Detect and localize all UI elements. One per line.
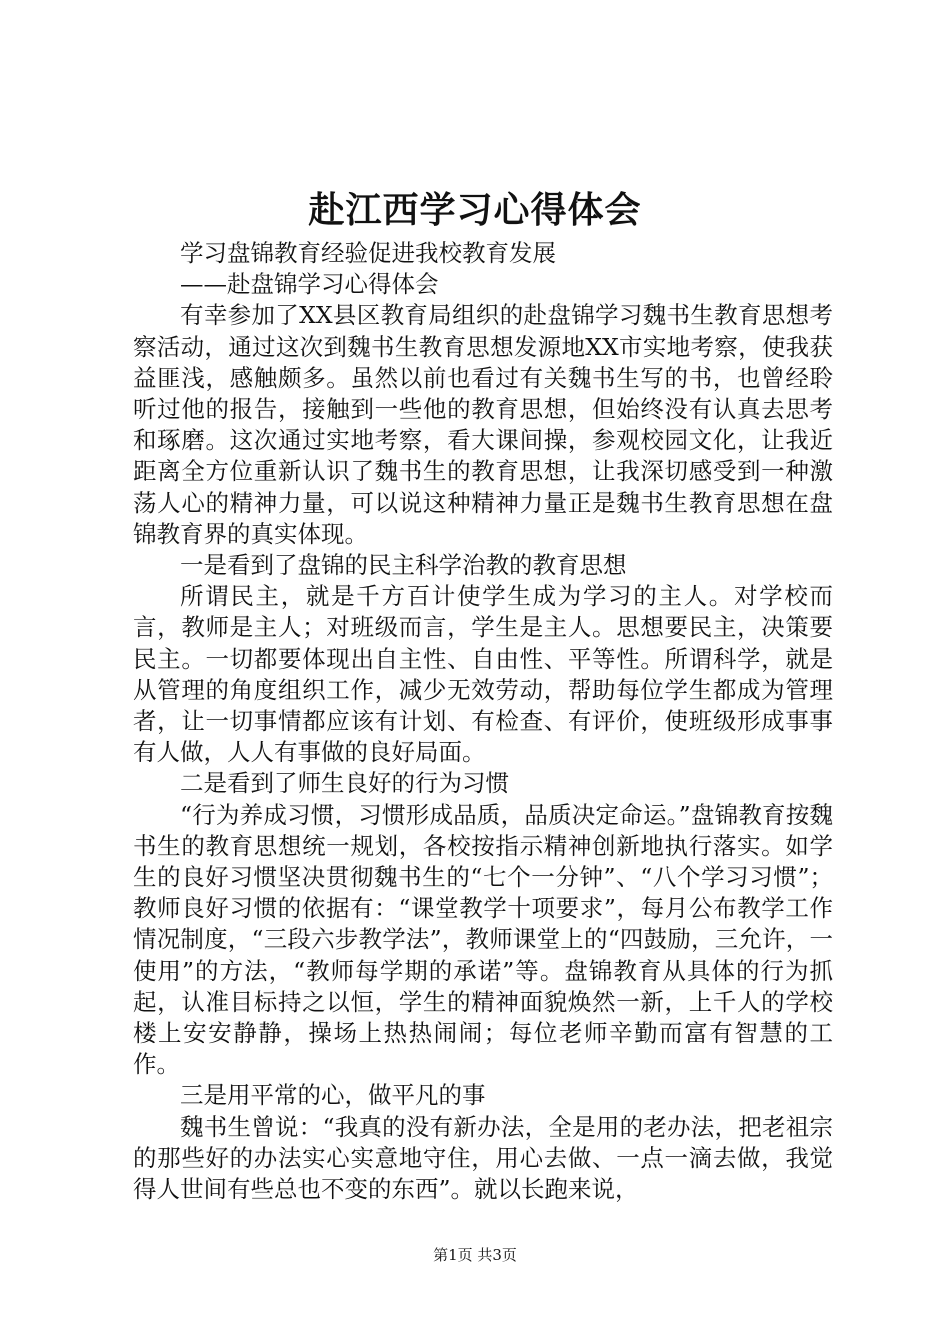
section-heading-2: 二是看到了师生良好的行为习惯 — [180, 769, 509, 798]
paragraph-section-3: 魏书生曾说：“我真的没有新办法，全是用的老办法，把老祖宗的那些好的办法实心实意地守住，用心去做、一点一滴去做，我觉得人世间有些总也不变的东西”。就以长跑来说， — [133, 1112, 833, 1204]
page-number-footer: 第1页 共3页 — [433, 1246, 517, 1264]
document-body — [133, 238, 833, 1205]
paragraph-intro: 有幸参加了XX县区教育局组织的赴盘锦学习魏书生教育思想考察活动，通过这次到魏书生教育思想发源地XX市实地考察，使我获益匪浅，感触颇多。虽然以前也看过有关魏书生写的书，也曾经聆听过他的报告，接触到一些他的教育思想，但始终没有认真去思考和琢磨。这次通过实地考察，看大课间操，参观校园文化，让我近距离全方位重新认识了魏书生的教育思想，让我深切感受到一种激荡人心的精神力量，可以说这种精神力量正是魏书生教育思想在盘锦教育界的真实体现。 — [133, 301, 833, 548]
paragraph-section-1: 所谓民主，就是千方百计使学生成为学习的主人。对学校而言，教师是主人；对班级而言，学生是主人。思想要民主，决策要民主。一切都要体现出自主性、自由性、平等性。所谓科学，就是从管理的角度组织工作，减少无效劳动，帮助每位学生都成为管理者，让一切事情都应该有计划、有检查、有评价，使班级形成事事有人做，人人有事做的良好局面。 — [133, 582, 833, 767]
section-heading-1: 一是看到了盘锦的民主科学治教的教育思想 — [180, 551, 627, 580]
paragraph-subtitle: 学习盘锦教育经验促进我校教育发展 — [180, 239, 556, 267]
paragraph-subtitle-2: ——赴盘锦学习心得体会 — [180, 270, 439, 299]
paragraph-section-2: “行为养成习惯，习惯形成品质，品质决定命运。”盘锦教育按魏书生的教育思想统一规划，各校按指示精神创新地执行落实。如学生的良好习惯坚决贯彻魏书生的“七个一分钟”、“八个学习习惯”；教师良好习惯的依据有：“课堂教学十项要求”，每月公布教学工作情况制度，“三段六步教学法”，教师课堂上的“四鼓励，三允许，一使用”的方法，“教师每学期的承诺”等。盘锦教育从具体的行为抓起，认准目标持之以恒，学生的精神面貌焕然一新，上千人的学校楼上安安静静，操场上热热闹闹；每位老师辛勤而富有智慧的工作。 — [133, 800, 833, 1079]
section-heading-3: 三是用平常的心，做平凡的事 — [180, 1081, 486, 1110]
document-title: 赴江西学习心得体会 — [308, 189, 642, 231]
